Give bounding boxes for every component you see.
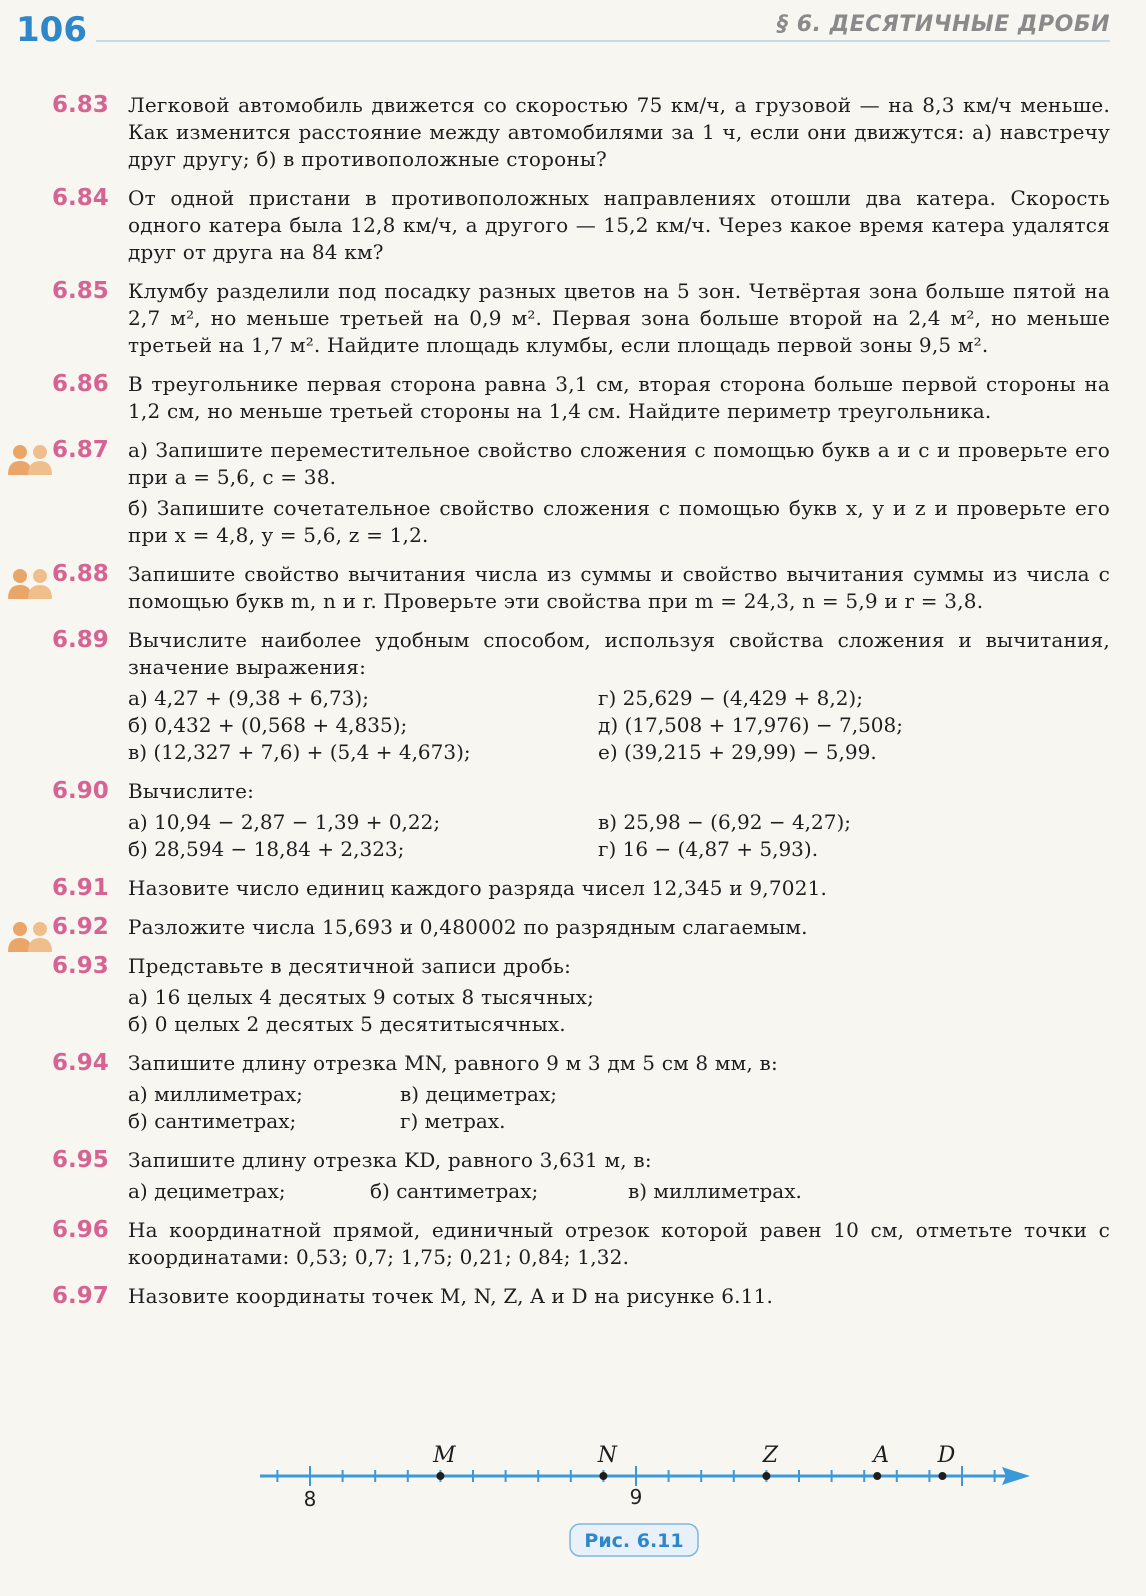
unit-list bbox=[128, 1081, 1110, 1135]
task-part-b: б) Запишите сочетательное свойство сложения с помощью букв x, y и z и проверьте его при x = 4,8, y = 5,6, z = 1,2. bbox=[128, 496, 1110, 547]
task-number: 6.86 bbox=[52, 371, 109, 397]
unit-item: в) миллиметрах. bbox=[628, 1179, 802, 1203]
task-6-92 bbox=[0, 914, 1146, 941]
point-label-m: M bbox=[433, 1443, 456, 1468]
point-label-n: N bbox=[597, 1443, 618, 1468]
task-text: Назовите координаты точек M, N, Z, A и D на рисунке 6.11. bbox=[128, 1284, 774, 1308]
task-part-b: б) 0 целых 2 десятых 5 десятитысячных. bbox=[128, 1012, 566, 1036]
task-number: 6.88 bbox=[52, 561, 109, 587]
task-number: 6.89 bbox=[52, 627, 109, 653]
task-number: 6.90 bbox=[52, 778, 109, 804]
expression-item: е) (39,215 + 29,99) − 5,99. bbox=[598, 740, 877, 764]
task-text: Клумбу разделили под посадку разных цветов на 5 зон. Четвёртая зона больше пятой на 2,7 м², но меньше третьей на 0,9 м². Первая зона больше второй на 2,4 м², но меньше третьей на 1,7 м². Найдите площадь клумбы, если площадь первой зоны 9,5 м². bbox=[128, 279, 1110, 357]
unit-item: в) дециметрах; bbox=[400, 1082, 557, 1106]
task-6-87 bbox=[0, 437, 1146, 549]
task-list bbox=[0, 92, 1146, 1322]
task-number: 6.94 bbox=[52, 1050, 109, 1076]
task-text: Запишите длину отрезка MN, равного 9 м 3 дм 5 см 8 мм, в: bbox=[128, 1051, 778, 1075]
task-text: На координатной прямой, единичный отрезок которой равен 10 см, отметьте точки с координатами: 0,53; 0,7; 1,75; 0,21; 0,84; 1,32. bbox=[128, 1218, 1110, 1269]
point-label-d: D bbox=[937, 1443, 956, 1468]
task-6-95 bbox=[0, 1147, 1146, 1205]
task-text: Запишите свойство вычитания числа из суммы и свойство вычитания суммы из числа с помощью букв m, n и r. Проверьте эти свойства при m = 24,3, n = 5,9 и r = 3,8. bbox=[128, 562, 1110, 613]
expression-list bbox=[128, 809, 1110, 863]
task-text: Запишите длину отрезка KD, равного 3,631 м, в: bbox=[128, 1148, 652, 1172]
chapter-title: § 6. ДЕСЯТИЧНЫЕ ДРОБИ bbox=[777, 12, 1110, 37]
group-work-icon bbox=[4, 918, 58, 954]
axis-label-9: 9 bbox=[629, 1485, 643, 1509]
unit-item: г) метрах. bbox=[400, 1109, 506, 1133]
task-6-94 bbox=[0, 1050, 1146, 1135]
point-z bbox=[762, 1472, 770, 1480]
task-6-97 bbox=[0, 1283, 1146, 1310]
expression-item: в) 25,98 − (6,92 − 4,27); bbox=[598, 810, 852, 834]
task-number: 6.87 bbox=[52, 437, 109, 463]
expression-item: б) 28,594 − 18,84 + 2,323; bbox=[128, 837, 405, 861]
task-6-89 bbox=[0, 627, 1146, 766]
axis-label-8: 8 bbox=[303, 1487, 317, 1511]
task-number: 6.84 bbox=[52, 185, 109, 211]
header-rule bbox=[96, 40, 1110, 42]
expression-item: б) 0,432 + (0,568 + 4,835); bbox=[128, 713, 408, 737]
task-part-a: а) 16 целых 4 десятых 9 сотых 8 тысячных; bbox=[128, 985, 595, 1009]
task-6-88 bbox=[0, 561, 1146, 615]
task-6-93 bbox=[0, 953, 1146, 1038]
task-6-86 bbox=[0, 371, 1146, 425]
task-6-84 bbox=[0, 185, 1146, 266]
expression-item: г) 16 − (4,87 + 5,93). bbox=[598, 837, 819, 861]
task-6-85 bbox=[0, 278, 1146, 359]
task-number: 6.83 bbox=[52, 92, 109, 118]
unit-item: а) миллиметрах; bbox=[128, 1082, 303, 1106]
point-m bbox=[436, 1472, 444, 1480]
point-a bbox=[873, 1472, 881, 1480]
expression-item: а) 10,94 − 2,87 − 1,39 + 0,22; bbox=[128, 810, 441, 834]
group-work-icon bbox=[4, 565, 58, 601]
page-number: 106 bbox=[16, 10, 87, 50]
axis-arrow-icon bbox=[1002, 1467, 1030, 1485]
task-text: Представьте в десятичной записи дробь: bbox=[128, 954, 572, 978]
unit-item: а) дециметрах; bbox=[128, 1179, 286, 1203]
task-6-91 bbox=[0, 875, 1146, 902]
expression-item: г) 25,629 − (4,429 + 8,2); bbox=[598, 686, 863, 710]
point-d bbox=[938, 1472, 946, 1480]
expression-item: а) 4,27 + (9,38 + 6,73); bbox=[128, 686, 369, 710]
group-work-icon bbox=[4, 441, 58, 477]
task-text: В треугольнике первая сторона равна 3,1 см, вторая сторона больше первой стороны на 1,2 см, но меньше третьей стороны на 1,4 см. Найдите периметр треугольника. bbox=[128, 372, 1110, 423]
task-text: Вычислите: bbox=[128, 779, 255, 803]
task-number: 6.96 bbox=[52, 1217, 109, 1243]
expression-item: в) (12,327 + 7,6) + (5,4 + 4,673); bbox=[128, 740, 471, 764]
task-number: 6.91 bbox=[52, 875, 109, 901]
task-number: 6.85 bbox=[52, 278, 109, 304]
task-number: 6.93 bbox=[52, 953, 109, 979]
point-n bbox=[599, 1472, 607, 1480]
expression-list bbox=[128, 685, 1110, 766]
task-6-83 bbox=[0, 92, 1146, 173]
unit-item: б) сантиметрах; bbox=[370, 1179, 539, 1203]
task-text: Назовите число единиц каждого разряда чисел 12,345 и 9,7021. bbox=[128, 876, 828, 900]
number-line-figure bbox=[250, 1436, 1040, 1586]
task-6-96 bbox=[0, 1217, 1146, 1271]
number-line bbox=[250, 1436, 1040, 1586]
task-text: Вычислите наиболее удобным способом, используя свойства сложения и вычитания, значение выражения: bbox=[128, 628, 1110, 679]
task-part-a: а) Запишите переместительное свойство сложения с помощью букв a и c и проверьте его при a = 5,6, c = 38. bbox=[128, 438, 1110, 489]
task-text: Легковой автомобиль движется со скоростью 75 км/ч, а грузовой — на 8,3 км/ч меньше. Как изменится расстояние между автомобилями за 1 ч, если они движутся: а) навстречу друг другу; б) в противоположные стороны? bbox=[128, 93, 1110, 171]
task-number: 6.97 bbox=[52, 1283, 109, 1309]
task-number: 6.95 bbox=[52, 1147, 109, 1173]
expression-item: д) (17,508 + 17,976) − 7,508; bbox=[598, 713, 903, 737]
unit-list bbox=[128, 1178, 1110, 1205]
figure-caption: Рис. 6.11 bbox=[584, 1530, 684, 1552]
task-6-90 bbox=[0, 778, 1146, 863]
point-label-z: Z bbox=[762, 1443, 779, 1468]
task-text: Разложите числа 15,693 и 0,480002 по разрядным слагаемым. bbox=[128, 915, 808, 939]
unit-item: б) сантиметрах; bbox=[128, 1109, 297, 1133]
point-label-a: A bbox=[873, 1443, 890, 1468]
task-number: 6.92 bbox=[52, 914, 109, 940]
task-text: От одной пристани в противоположных направлениях отошли два катера. Скорость одного катера была 12,8 км/ч, а другого — 15,2 км/ч. Через какое время катера удалятся друг от друга на 84 км? bbox=[128, 186, 1110, 264]
